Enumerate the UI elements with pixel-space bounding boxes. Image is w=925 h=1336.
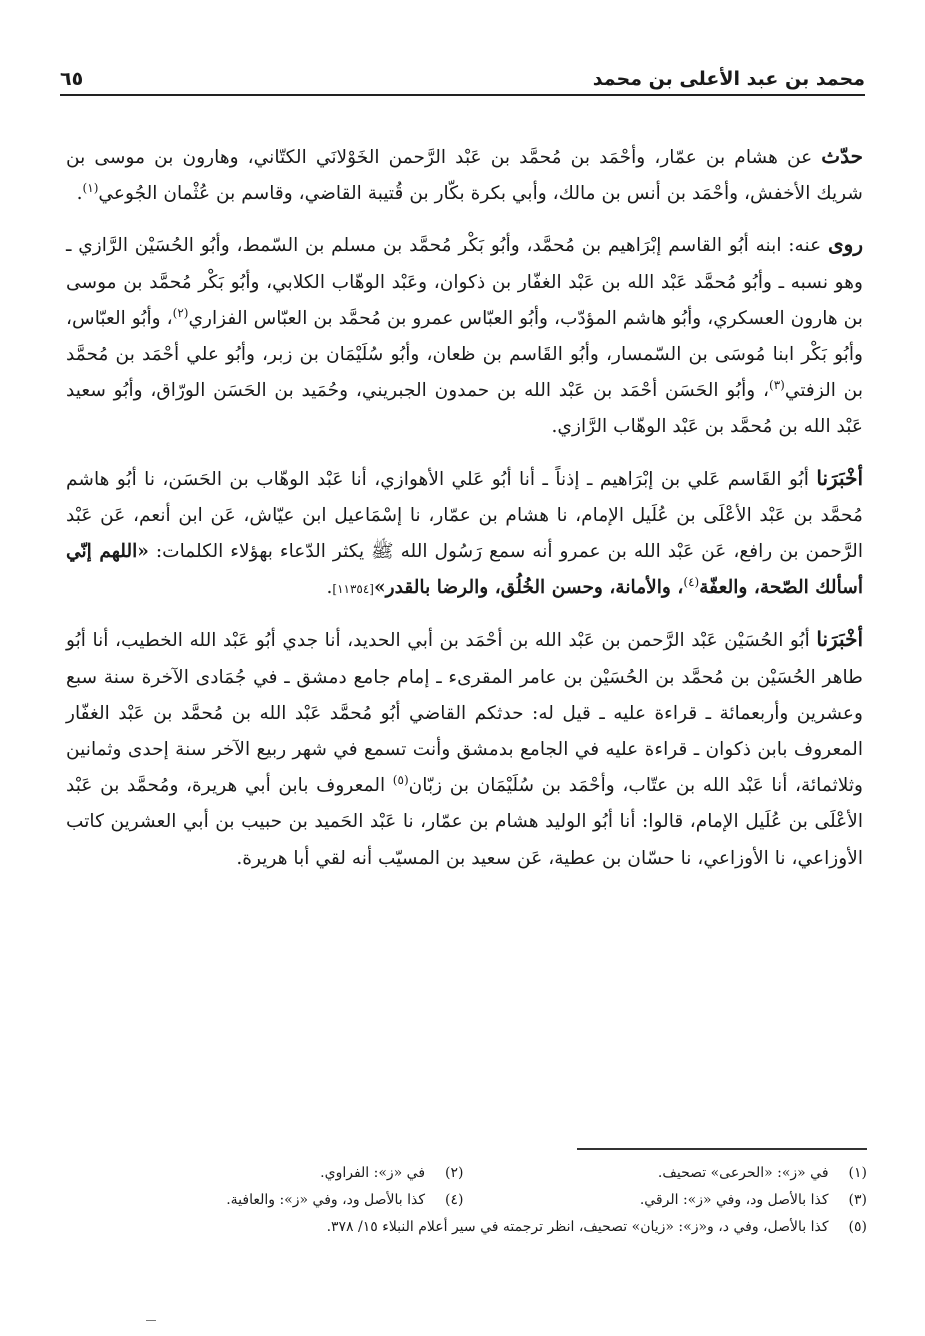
footnote-marker: (٣) (769, 378, 785, 393)
paragraph-text: . (76, 183, 83, 205)
paragraph (66, 138, 863, 212)
paragraph-text: . (326, 577, 333, 599)
lead-word: حدّث (821, 144, 863, 168)
page-header (60, 58, 865, 96)
paragraph-text: عن هشام بن عمّار، وأحْمَد بن مُحمَّد بن عَبْد الرَّحمن الخَوْلانَي الكتّاني، وهارون بن موسى بن شريك الأخفش، وأحْمَد بن أنس بن مالك، وأبي بكرة بكّار بن قُتيبة القاضي، وقاسم بن عُثْمان الجُوعي (66, 147, 863, 205)
footnote-text: في «ز»: «الحرعى» تصحيف. (657, 1165, 829, 1181)
footnote-text: كذا بالأصل، وفي د، و«ز»: «زيان» تصحيف، انظر ترجمته في سير أعلام النبلاء ١٥/ ٣٧٨. (326, 1219, 829, 1235)
footnote-text: كذا بالأصل ود، وفي «ز»: الرقي. (639, 1192, 829, 1208)
page-number: ٦٥ (60, 68, 84, 90)
main-text (66, 138, 863, 891)
footnote-row (60, 1214, 867, 1241)
footnote-divider (577, 1148, 867, 1150)
running-title: محمد بن عبد الأعلى بن محمد (592, 68, 865, 90)
lead-word: أخْبَرَنا (816, 465, 863, 490)
reference-number: [١١٣٥٤] (332, 582, 374, 597)
paragraph (66, 226, 863, 445)
paragraph-text: عنه: ابنه أبُو القاسم إبْرَاهيم بن مُحمَّد، وأبُو بَكْر مُحمَّد بن مسلم بن السّمط، وأبُو الحُسَيْن الرَّازي ـ وهو نسبه ـ وأبُو مُحمَّد عَبْد الله بن عَبْد الغفّار بن ذكوان، وعَبْد الوهّاب الكلابي، وأبُو بَكْر مُحمَّد بن موسى بن هارون العسكري، وأبُو هاشم المؤدّب، وأبُو العبّاس عمرو بن مُحمَّد بن العبّاس الفزاري (66, 235, 863, 329)
footnote (60, 1160, 464, 1187)
footnote (464, 1187, 868, 1214)
footnote-number: (٢) (445, 1165, 464, 1181)
footnote-number: (٥) (848, 1219, 867, 1235)
paragraph-text: ، وأبُو الحَسَن أحْمَد بن عَبْد الله بن حمدون الجبريني، وحُمَيد بن الحَسَن الورّاق، وأبُو سعيد عَبْد الله بن مُحمَّد بن عَبْد الوهّاب الرَّازي. (66, 380, 863, 438)
footnote (60, 1187, 464, 1214)
footnote-text: كذا بالأصل ود، وفي «ز»: والعافية. (226, 1192, 426, 1208)
footnote-marker: (١) (82, 181, 99, 196)
footnote-number: (٣) (848, 1192, 867, 1208)
footnotes (60, 1160, 867, 1241)
footnote-marker: (٥) (392, 773, 409, 788)
paragraph-text: ، وأبُو العبّاس، وأبُو بَكْر ابنا مُوسَى بن السّمسار، وأبُو القَاسم بن ظعان، وأبُو سُلَيْمَان بن زبر، وأبُو علي أحْمَد بن مُحمَّد بن الزفتي (66, 307, 863, 402)
paragraph (66, 621, 863, 876)
footnote-row (60, 1160, 867, 1187)
margin-mark (146, 1320, 156, 1321)
footnote-number: (١) (848, 1165, 867, 1181)
footnote-text: في «ز»: الفراوي. (320, 1165, 426, 1181)
footnote (60, 1214, 867, 1241)
paragraph-text: أبُو الحُسَيْن عَبْد الرَّحمن بن عَبْد الله بن أحْمَد بن أبي الحديد، أنا جدي أبُو عَبْد الله الخطيب، أنا أبُو طاهر الحُسَيْن بن مُحمَّد بن الحُسَيْن بن عامر المقرىء ـ إمام جامع دمشق ـ في جُمَادى الآخرة سنة سبع وعشرين وأربعمائة ـ قراءة عليه ـ قيل له: حدثكم القاضي أبُو مُحمَّد عَبْد الله بن مُحمَّد بن عَبْد الغفّار المعروف بابن ذكوان ـ قراءة عليه في الجامع بدمشق وأنت تسمع في شهر ربيع الآخر سنة إحدى وثمانين وثلاثمائة، أنا عَبْد الله بن عتّاب، وأحْمَد بن سُلَيْمَان بن زبّان (66, 630, 863, 797)
lead-word: روى (828, 232, 863, 257)
footnote-row (60, 1187, 867, 1214)
footnote-number: (٤) (445, 1192, 464, 1208)
footnote-marker: (٢) (172, 305, 189, 320)
lead-word: أخْبَرَنا (816, 627, 863, 652)
paragraph-text: أبُو القَاسم عَلي بن إبْرَاهيم ـ إذناً ـ أنا أبُو عَلي الأهوازي، أنا عَبْد الوهّاب بن الحَسَن، نا أبُو هاشم مُحمَّد بن عَبْد الأعْلَى بن عُلَيل الإمام، نا هشام بن عمّار، نا إسْمَاعيل ابن عيّاش، عَن ابن أنعم، عَن عَبْد الرَّحمن بن رافع، عَن عَبْد الله بن عمرو أنه سمع رَسُول الله ﷺ يكثر الدّعاء بهؤلاء الكلمات: (66, 468, 863, 563)
quoted-text: ، والأمانة، وحسن الخُلُق، والرضا بالقدر» (373, 577, 684, 599)
footnote-marker: (٤) (683, 575, 700, 590)
paragraph (66, 460, 863, 608)
footnote (464, 1160, 868, 1187)
quoted-text: «اللهم إنّي أسألك الصّحة، والعفّة (66, 541, 863, 599)
paragraph-text: المعروف بابن أبي هريرة، ومُحمَّد بن عَبْد الأعْلَى بن عُلَيل الإمام، قالوا: أنا أبُو الوليد هشام بن عمّار، نا عَبْد الحَميد بن حبيب بن أبي العشرين كاتب الأوزاعي، نا الأوزاعي، نا حسّان بن عطية، عَن سعيد بن المسيّب أنه لقي أبا هريرة. (66, 775, 863, 869)
